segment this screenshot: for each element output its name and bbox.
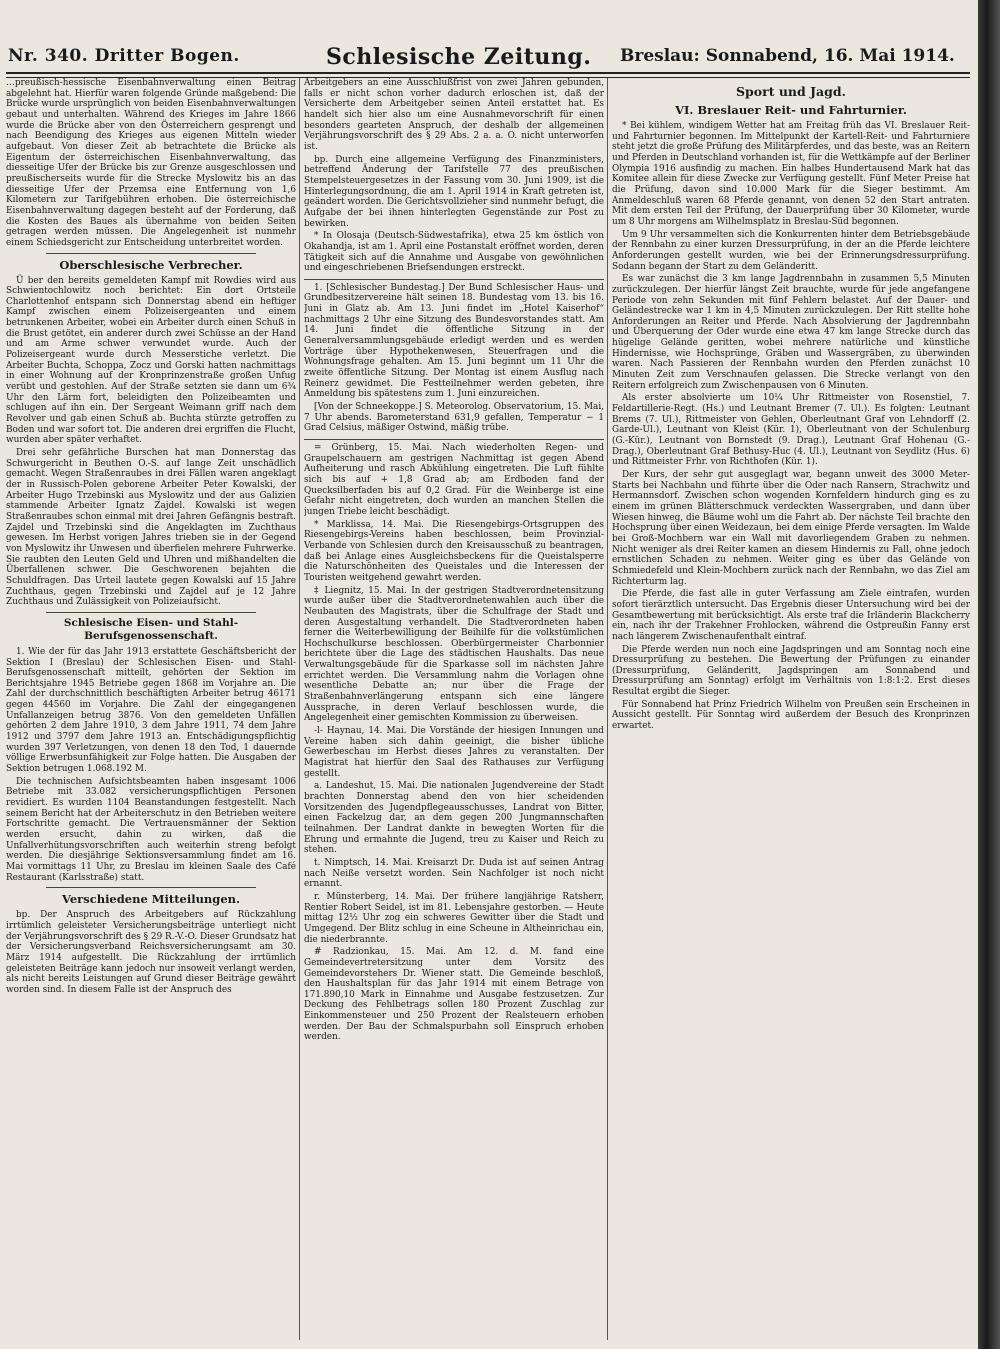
article-text: * Bei kühlem, windigem Wetter hat am Freitag früh das VI. Breslauer Reit- und Fahrturnier begonnen. Im Mittelpunkt der Kartell-Reit- und Fahrturniere steht jetzt die große Prüfung des Militärpferdes, und das beste, was an Reitern und Pferden in Deutschland vorhanden ist, für die Wettkämpfe auf der Berliner Olympia 1916 ausfindig zu machen. Ein halbes Hundertausend Mark hat das Komitee allein für diese Zwecke zur Verfügung gestellt. Fünf Meter Preise hat die Prüfung, davon sind 10.000 Mark für die Sieger bestimmt. Am Anmeldeschluß waren 68 Pferde genannt, von denen 52 den Start antraten. Mit dem ersten Teil der Prüfung, der Dauerprüfung über 30 Kilometer, wurde um 8 Uhr morgens am Wilhelmsplatz in Breslau-Süd begonnen.: [612, 121, 970, 227]
article-text: * Marklissa, 14. Mai. Die Riesengebirgs-Ortsgruppen des Riesengebirgs-Vereins haben beschlossen, beim Provinzial-Verbande von Schlesien durch den Kreisausschuß zu beantragen, daß bei Anlage eines Ausgleichsbeckens für die Queistalsperre die Naturschönheiten des Queistales und die Interessen der Touristen weitgehend gewahrt werden.: [304, 519, 604, 583]
masthead: [8, 44, 968, 70]
newspaper-title: Schlesische Zeitung.: [326, 44, 592, 70]
article-text: Ü ber den bereits gemeldeten Kampf mit Rowdies wird aus Schwientochlowitz noch berichtet: Ein dort Ortsteile Charlottenhof entspann sich Donnerstag abend ein heftiger Kampf zwischen einem Polizeisergeanten und einem betrunkenen Arbeiter, wobei ein Arbeiter durch einen Schuß in die Brust getötet, ein anderer durch zwei Schüsse an der Hand und am Arme schwer verwundet wurde. Auch der Polizeisergeant wurde durch Messerstiche verletzt. Die Arbeiter Buchta, Schoppa, Zocz und Gorski hatten nachmittags in einer Wohnung auf der Kronprinzenstraße großen Unfug verübt und gestohlen. Auf der Straße setzten sie dann um 6¾ Uhr den Lärm fort, beleidigten den Polizeibeamten und schlugen auf ihn ein. Der Sergeant Weimann griff nach dem Revolver und gab einen Schuß ab. Buchta stürzte getroffen zu Boden und war sofort tot. Die anderen drei ergriffen die Flucht, wurden aber später verhaftet.: [6, 275, 296, 446]
column-divider: [299, 78, 300, 1340]
headline-turnier: VI. Breslauer Reit- und Fahrturnier.: [675, 103, 907, 117]
article-text: Um 9 Uhr versammelten sich die Konkurrenten hinter dem Betriebsgebäude der Rennbahn zu einer kurzen Dressurprüfung, in der an die Pferde leichtere Anforderungen gestellt wurden, wie bei der Erinnerungsdressurprüfung. Sodann begann der Start zu dem Geländeritt.: [612, 229, 970, 272]
article-text: Die Pferde werden nun noch eine Jagdspringen und am Sonntag noch eine Dressurprüfung zu bestehen. Die Bewertung der Prüfungen zu einander (Dressurprüfung, Geländeritt, Jagdspringen am Sonnabend und Dressurprüfung am Sonntag) erfolgt im Verhältnis von 1:8:1:2. Erst dieses Resultat ergibt die Sieger.: [612, 644, 970, 698]
headline-sport: Sport und Jagd.: [736, 84, 846, 99]
article-text: Die Pferde, die fast alle in guter Verfassung am Ziele eintrafen, wurden sofort tierärztlich untersucht. Das Ergebnis dieser Untersuchung wird bei der Gesamtbewertung mit berücksichtigt. Als erste traf die Irländerin Blackcherry ein, nach ihr der Trakehner Frohlocken, während die Ostpreußin Fanny erst nach längerem Zwischenaufenthalt eintraf.: [612, 589, 970, 642]
article-text: [Von der Schneekoppe.] S. Meteorolog. Observatorium, 15. Mai, 7 Uhr abends. Barometerstand 631,9 gefallen, Temperatur − 1 Grad Celsius, mäßiger Ostwind, mäßig trübe.: [304, 402, 604, 434]
article-text: Als erster absolvierte um 10¼ Uhr Rittmeister von Rosenstiel, 7. Feldartillerie-Regt. (Hs.) und Leutnant Bremer (7. Ul.). Es folgten: Leutnant Brems (7. Ul.), Rittmeister von Gehlen, Oberleutnant Graf von Lehndorff (2. Garde-Ul.), Leutnant von Kleist (Kür. 1), Oberleutnant von der Schulenburg (G.-Kür.), Leutnant von Bornstedt (9. Drag.), Leutnant Graf Hohenau (G.-Drag.), Oberleutnant Graf Bethusy-Huc (4. Ul.), Leutnant von Seydlitz (Hus. 6) und Rittmeister Frhr. von Richthofen (Kür. 1).: [612, 393, 970, 468]
separator: [46, 612, 256, 613]
headline-eisen-stahl: Schlesische Eisen- und Stahl-Berufsgenossenschaft.: [63, 616, 239, 642]
article-text: 1. [Schlesischer Bundestag.] Der Bund Schlesischer Haus- und Grundbesitzervereine hält seinen 18. Bundestag vom 13. bis 16. Juni in Glatz ab. Am 13. Juni findet im „Hotel Kaiserhof“ nachmittags 2 Uhr eine Sitzung des Bundesvorstandes statt. Am 14. Juni findet die öffentliche Sitzung in der Generalversammlungsgebäude erledigt werden und es werden Vorträge über Hypothekenwesen, Steuerfragen und die Wohnungsfrage gehalten. Am 15. Juni beginnt um 11 Uhr die zweite öffentliche Sitzung. Der Montag ist einem Ausflug nach Reinerz gewidmet. Die Festteilnehmer werden gebeten, ihre Anmeldung bis spätestens zum 1. Juni einzureichen.: [304, 282, 604, 400]
article-text: Der Kurs, der sehr gut ausgeglagt war, begann unweit des 3000 Meter-Starts bei Nachbahn und führte über die Oder nach Ransern, Strachwitz und Hermannsdorf. Zwischen schon wogenden Kornfeldern hindurch ging es zu einem im grünen Blätterschmuck verdeckten Wassergraben, und dann über Wiesen hinweg, die Bäume wohl um die Fahrt ab. Der nächste Teil brachte den Hochsprung über einen Weidezaun, bei dem einige Pferde versagten. Im Walde bei Groß-Mochbern war ein Wall mit davorliegendem Graben zu nehmen. Nicht weniger als drei Reiter kamen an diesem Hindernis zu Fall, ohne jedoch ernstlichen Schaden zu nehmen. Weiter ging es über das Gelände von Schmiedefeld und Klein-Mochbern zurück nach der Rennbahn, wo das Ziel am Richterturm lag.: [612, 470, 970, 587]
page-edge: [978, 0, 1000, 1349]
article-text: Arbeitgebers an eine Ausschlußfrist von zwei Jahren gebunden, falls er nicht schon vorher dadurch erloschen ist, daß der Versicherte dem Arbeitgeber seinen Anteil erstattet hat. Es handelt sich hier also um eine Ausnahmevorschrift für einen besonders gearteten Anspruch, der deshalb der allgemeinen Verjährungsvorschrift des § 29 Abs. 2 a. a. O. nicht unterworfen ist.: [304, 78, 604, 152]
article-text: -l- Haynau, 14. Mai. Die Vorstände der hiesigen Innungen und Vereine haben sich dahin geeinigt, die bisher übliche Gewerbeschau im Herbst dieses Jahres zu veranstalten. Der Magistrat hat hierfür den Saal des Rathauses zur Verfügung gestellt.: [304, 726, 604, 779]
separator: [304, 279, 604, 280]
article-text: Drei sehr gefährliche Burschen hat man Donnerstag das Schwurgericht in Beuthen O.-S. auf lange Zeit unschädlich gemacht. Wegen Straßenraubes in drei Fällen waren angeklagt der in Russisch-Polen geborene Arbeiter Peter Kowalski, der Arbeiter Hugo Trzebinski aus Myslowitz und der aus Galizien stammende Arbeiter Ignatz Zajdel. Kowalski ist wegen Straßenraubes schon einmal mit drei Jahren Gefängnis bestraft. Zajdel und Trzebinski sind die Angeklagten im Zuchthaus gewesen. Im Herbst vorigen Jahres trieben sie in der Gegend von Myslowitz ihr Unwesen und überfielen mehrere Fuhrwerke. Sie raubten den Leuten Geld und Uhren und mißhandelten die Überfallenen schwer. Die Geschworenen bejahten die Schuldfragen. Das Urteil lautete gegen Kowalski auf 15 Jahre Zuchthaus, gegen Trzebinski und Zajdel auf je 12 Jahre Zuchthaus und Zulässigkeit von Polizeiaufsicht.: [6, 448, 296, 608]
article-text: Die technischen Aufsichtsbeamten haben insgesamt 1006 Betriebe mit 33.082 versicherungspflichtigen Personen revidiert. Es wurden 1104 Beanstandungen festgestellt. Nach seinem Bericht hat der Arbeiterschutz in den Betrieben weitere Fortschritte gemacht. Die Vertrauensmänner der Sektion werden ersucht, dahin zu wirken, daß die Unfallverhütungsvorschriften auch weiterhin streng befolgt werden. Die diesjährige Sektionsversammlung findet am 16. Mai vormittags 11 Uhr, zu Breslau im kleinen Saale des Café Restaurant (Karlsstraße) statt.: [6, 776, 296, 883]
separator: [46, 253, 256, 254]
article-text: * In Olosaja (Deutsch-Südwestafrika), etwa 25 km östlich von Okahandja, ist am 1. April eine Postanstalt eröffnet worden, deren Tätigkeit sich auf die Annahme und Ausgabe von gewöhnlichen und eingeschriebenen Briefsendungen erstreckt.: [304, 231, 604, 274]
article-text: r. Münsterberg, 14. Mai. Der frühere langjährige Ratsherr, Rentier Robert Seidel, ist im 81. Lebensjahre gestorben. — Heute mittag 12½ Uhr zog ein schweres Gewitter über die Stadt und Umgegend. Der Blitz schlug in eine Scheune in Altheinrichau ein, die niederbrannte.: [304, 891, 604, 945]
article-text: = Grünberg, 15. Mai. Nach wiederholten Regen- und Graupelschauern am gestrigen Nachmittag ist gegen Abend Aufheiterung und rasch Abkühlung eingetreten. Die Luft fühlte sich bis auf + 1,8 Grad ab; am Erdboden fand der Quecksilberfaden bis auf 0,2 Grad. Für die Weinberge ist eine Gefahr nicht eingetreten, doch wurden an manchen Stellen die jungen Triebe leicht beschädigt.: [304, 443, 604, 517]
article-text: Es war zunächst die 3 km lange Jagdrennbahn in zusammen 5,5 Minuten zurückzulegen. Der hierfür längst Zeit brauchte, wurde für jede angefangene Periode von zehn Sekunden mit fünf Fehlern belastet. Auf der Dauer- und Geländestrecke war 1 km in 4,5 Minuten zurückzulegen. Der Ritt stellte hohe Anforderungen an Reiter und Pferde. Nach Absolvierung der Jagdrennbahn und Überquerung der Oder wurde eine etwa 47 km lange Strecke durch das hügelige Gelände geritten, wobei mehrere natürliche und künstliche Hindernisse, wie Hochsprünge, Gräben und Wassergräben, zu überwinden waren. Nach Passieren der Rennbahn wurden den Pferden zunächst 10 Minuten Zeit zum Verschnaufen gelassen. Die Strecke verlangt von den Reitern erfolgreich zum Zwischenpausen von 6 Minuten.: [612, 274, 970, 391]
article-text: a. Landeshut, 15. Mai. Die nationalen Jugendvereine der Stadt brachten Donnerstag abend den von hier scheidenden Vorsitzenden des Jugendpflegeausschusses, Landrat von Bitter, einen Fackelzug dar, an dem gegen 200 Jungmannschaften teilnahmen. Der Landrat dankte in bewegten Worten für die Ehrung und ermahnte die Jugend, treu zu Kaiser und Reich zu stehen.: [304, 781, 604, 856]
headline-mitteilungen: Verschiedene Mitteilungen.: [61, 892, 241, 907]
column-divider: [607, 78, 608, 1340]
article-text: 1. Wie der für das Jahr 1913 erstattete Geschäftsbericht der Sektion I (Breslau) der Schlesischen Eisen- und Stahl-Berufsgenossenschaft mitteilt, gehörten der Sektion im Berichtsjahre 1945 Betriebe gegen 1868 im Vorjahre an. Die Zahl der durchschnittlich beschäftigten Arbeiter betrug 46171 gegen 44560 im Vorjahre. Die Zahl der eingegangenen Unfallanzeigen betrug 3876. Von den gemeldeten Unfällen gehörten 2 dem Jahre 1910, 3 dem Jahre 1911, 74 dem Jahre 1912 und 3797 dem Jahre 1913 an. Entschädigungspflichtig wurden 397 Verletzungen, von denen 18 den Tod, 1 dauernde völlige Erwerbsunfähigkeit zur Folge hatten. Die Ausgaben der Sektion betrugen 1.068.192 M.: [6, 646, 296, 775]
article-text: …preußisch-hessische Eisenbahnverwaltung einen Beitrag abgelehnt hat. Hierfür waren folgende Gründe maßgebend: Die Brücke wurde ursprünglich von beiden Eisenbahnverwaltungen gebaut und unterhalten. Während des Krieges im Jahre 1866 wurde die Brücke aber von den Österreichern gesprengt und nach Beendigung des Krieges aus eigenen Mitteln wieder aufgebaut. Von dieser Zeit ab betrachtete die Brücke als Eigentum der österreichischen Eisenbahnverwaltung, das diesseitige Ufer der Brücke bis zur Grenze ausgeschlossen und preußischerseits wurde für die Strecke Myslowitz bis an das diesseitige Ufer der Przemsa eine Entfernung von 1,6 Kilometern zur Tarifgebühren erhoben. Die österreichische Eisenbahnverwaltung dagegen besteht auf der Forderung, daß die Kosten des Baues als übernahme von beiden Seiten getragen werden müssen. Die Angelegenheit ist nunmehr einem Schiedsgericht zur Entscheidung unterbreitet worden.: [6, 78, 296, 248]
column-1: [6, 78, 296, 1340]
article-text: # Radzionkau, 15. Mai. Am 12. d. M. fand eine Gemeindevertretersitzung unter dem Vorsitz des Gemeindevorstehers Dr. Wiener statt. Die Gemeinde beschloß, den Haushaltsplan für das Jahr 1914 mit einem Betrage von 171.890,10 Mark in Einnahme und Ausgabe festzusetzen. Zur Deckung des Fehlbetrags sollen 180 Prozent Zuschlag zur Einkommensteuer und 250 Prozent der Realsteuern erhoben werden. Der Bau der Schmalspurbahn soll Einspruch erhoben werden.: [304, 947, 604, 1043]
article-text: bp. Durch eine allgemeine Verfügung des Finanzministers, betreffend Änderung der Tarifstelle 77 des preußischen Stempelsteuergesetzes in der Fassung vom 30. Juni 1909, ist die Hinterlegungsordnung, die am 1. April 1914 in Kraft getreten ist, geändert worden. Die Gerichtsvollzieher sind nunmehr befugt, die Aufgabe der bei ihnen hinterlegten Gegenstände zur Post zu bewirken.: [304, 154, 604, 229]
issue-info: Nr. 340. Dritter Bogen.: [8, 46, 240, 66]
article-text: t. Nimptsch, 14. Mai. Kreisarzt Dr. Duda ist auf seinen Antrag nach Neiße versetzt worden. Sein Nachfolger ist noch nicht ernannt.: [304, 857, 604, 890]
article-text: bp. Der Anspruch des Arbeitgebers auf Rückzahlung irrtümlich geleisteter Versicherungsbeiträge unterliegt nicht der Verjährungsvorschrift des § 29 R.-V.-O. Dieser Grundsatz hat der Versicherungsverband Reichsversicherungsamt am 30. März 1914 aufgestellt. Die Rückzahlung der irrtümlich geleisteten Beiträge kann jedoch nur insoweit verlangt werden, als nicht bereits Leistungen auf Grund dieser Beiträge gewährt worden sind. In diesem Falle ist der Anspruch des: [6, 910, 296, 995]
column-2: [304, 78, 604, 1340]
article-text: ‡ Liegnitz, 15. Mai. In der gestrigen Stadtverordnetensitzung wurde außer über die Stadtverordnetenwahlen auch über die Neubauten des Magistrats, über die Schulfrage der Stadt und deren Ausgestaltung verhandelt. Die Stadtverordneten haben ferner die Weiterbewilligung der Beihilfe für die volkstümlichen Hochschulkurse beschlossen. Oberbürgermeister Charbonnier berichtete über die Lage des städtischen Haushalts. Das neue Verwaltungsgebäude für die Sparkasse soll im nächsten Jahre errichtet werden. Die Versammlung nahm die Vorlagen ohne wesentliche Debatte an; nur über die Frage der Straßenbahnverlängerung entspann sich eine längere Aussprache, in deren Verlauf beschlossen wurde, die Angelegenheit einer gemischten Kommission zu überweisen.: [304, 585, 604, 724]
headline-verbrecher: Oberschlesische Verbrecher.: [59, 257, 243, 272]
separator: [46, 887, 256, 888]
date-line: Breslau: Sonnabend, 16. Mai 1914.: [620, 46, 955, 66]
article-text: Für Sonnabend hat Prinz Friedrich Wilhelm von Preußen sein Erscheinen in Aussicht gestellt. Für Sonntag wird außerdem der Besuch des Kronprinzen erwartet.: [612, 699, 970, 732]
separator: [304, 439, 604, 440]
column-3: [612, 78, 970, 1340]
